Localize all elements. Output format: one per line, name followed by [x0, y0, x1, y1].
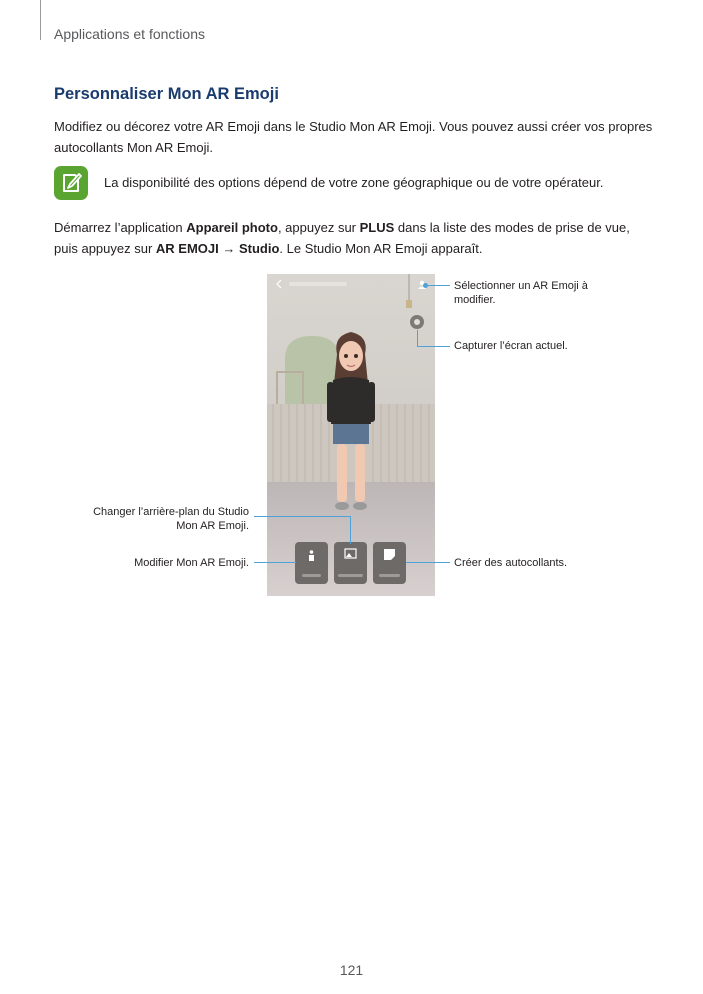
instruction-paragraph [54, 217, 654, 259]
instr-text-1: Démarrez l’application [54, 220, 187, 235]
leader-background-v [350, 516, 351, 544]
instr-camera-app: Appareil photo [186, 220, 278, 235]
ar-emoji-studio-screenshot [267, 274, 435, 596]
leader-capture-h [417, 346, 450, 347]
instr-text-2: , appuyez sur [277, 220, 360, 235]
section-header: Applications et fonctions [54, 26, 205, 42]
callout-capture: Capturer l’écran actuel. [454, 340, 568, 352]
instr-text-5: . Le Studio Mon AR Emoji apparaît. [279, 241, 483, 256]
instr-studio: Studio [238, 241, 280, 256]
leader-dot-select [423, 283, 428, 288]
leader-modify [254, 562, 296, 563]
page-title: Personnaliser Mon AR Emoji [54, 85, 279, 103]
intro-paragraph: Modifiez ou décorez votre AR Emoji dans le Studio Mon AR Emoji. Vous pouvez aussi créer vos propres autocollants Mon AR Emoji. [54, 119, 653, 155]
stickers-button [373, 542, 406, 584]
instr-text-4: puis appuyez sur [54, 241, 156, 256]
edit-emoji-button [295, 542, 328, 584]
callout-stickers: Créer des autocollants. [454, 557, 568, 569]
callout-select-emoji [454, 279, 588, 307]
callout-background-line1: Changer l’arrière-plan du Studio [93, 506, 249, 518]
capture-button-icon [410, 315, 424, 329]
leader-stickers [406, 562, 450, 563]
instr-ar-emoji: AR EMOJI [155, 241, 219, 256]
page-number: 121 [339, 962, 364, 978]
leader-select [428, 285, 450, 286]
note-text: La disponibilité des options dépend de votre zone géographique ou de votre opérateur. [104, 175, 604, 190]
instr-arrow: → [218, 241, 239, 256]
leader-background-h [254, 516, 350, 517]
callout-select-line2: modifier. [454, 294, 496, 306]
background-button [334, 542, 367, 584]
callout-background [60, 505, 249, 533]
instr-text-3: dans la liste des modes de prise de vue, [394, 220, 630, 235]
leader-capture-v [417, 330, 418, 346]
callout-background-line2: Mon AR Emoji. [176, 520, 249, 532]
callout-select-line1: Sélectionner un AR Emoji à [454, 280, 588, 292]
section-rule [40, 0, 41, 40]
instr-plus: PLUS [359, 220, 395, 235]
callout-modify: Modifier Mon AR Emoji. [134, 557, 249, 569]
note-pencil-icon [54, 166, 88, 200]
